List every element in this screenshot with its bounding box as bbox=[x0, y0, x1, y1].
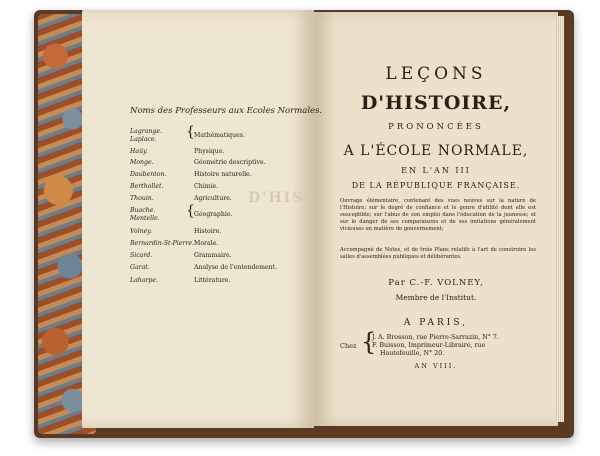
title-prononcees: PRONONCÉES bbox=[388, 122, 484, 132]
professor-subject: Morale. bbox=[194, 240, 219, 247]
professor-subject: Chimie. bbox=[194, 183, 219, 190]
professor-subject: Grammaire. bbox=[194, 252, 232, 259]
professor-name: Daubenton. bbox=[130, 171, 167, 178]
professor-name: Laplace. bbox=[130, 136, 157, 143]
accompanied-note: Accompagné de Notes, et de trois Plans relatifs à l'art de construire les salles d'assemblées publiques et délibérantes. bbox=[340, 247, 536, 260]
professor-subject: Histoire. bbox=[194, 228, 222, 235]
professor-subject: Agriculture. bbox=[194, 195, 232, 202]
professor-name: Lagrange. bbox=[130, 128, 162, 135]
brace: { bbox=[361, 328, 377, 356]
publisher-line: F. Buisson, Imprimeur-Libraire, rue bbox=[372, 342, 486, 349]
professors-heading: Noms des Professeurs aux Ecoles Normales. bbox=[130, 106, 323, 116]
title-lecons: LEÇONS bbox=[385, 64, 487, 84]
left-page bbox=[82, 10, 314, 428]
chez-label: Chez bbox=[340, 342, 357, 350]
bleed-through-text: D'HIST bbox=[248, 190, 317, 206]
professor-name: Sicard. bbox=[130, 252, 153, 259]
professor-subject: Physique. bbox=[194, 148, 225, 155]
professor-subject: Histoire naturelle. bbox=[194, 171, 252, 178]
professor-subject: Analyse de l'entendement. bbox=[194, 264, 278, 271]
professor-subject: Géographie. bbox=[194, 211, 233, 218]
professor-name: Thouin. bbox=[130, 195, 154, 202]
author-line: Par C.-F. VOLNEY, bbox=[388, 278, 484, 288]
professor-name: Bernardin-St-Pierre. bbox=[130, 240, 194, 247]
professor-subject: Géométrie descriptive. bbox=[194, 159, 266, 166]
title-an-iii: EN L'AN III bbox=[401, 166, 471, 175]
title-republique: DE LA RÉPUBLIQUE FRANÇAISE. bbox=[351, 181, 521, 190]
professor-name: Buache. bbox=[130, 207, 156, 214]
professor-name: Monge. bbox=[130, 159, 154, 166]
professor-subject: Mathématiques. bbox=[194, 132, 245, 139]
publication-year: AN VIII. bbox=[414, 362, 458, 370]
publisher-line: Hautefeuille, N° 20. bbox=[380, 350, 445, 357]
professor-name: Laharpe. bbox=[130, 277, 159, 284]
author-title: Membre de l'Institut. bbox=[395, 293, 477, 302]
place-of-publication: A PARIS, bbox=[403, 318, 469, 328]
professor-name: Garat. bbox=[130, 264, 150, 271]
title-histoire: D'HISTOIRE, bbox=[360, 92, 512, 114]
professor-name: Haüy. bbox=[130, 148, 148, 155]
brace: { bbox=[186, 203, 195, 219]
professor-name: Volney. bbox=[130, 228, 152, 235]
brace: { bbox=[186, 124, 195, 140]
professor-name: Mentelle. bbox=[130, 215, 160, 222]
publisher-line: J. A. Brosson, rue Pierre-Sarrazin, N° 7. bbox=[372, 334, 499, 341]
title-ecole-normale: A L'ÉCOLE NORMALE, bbox=[343, 143, 529, 159]
professor-name: Berthollet. bbox=[130, 183, 164, 190]
professor-subject: Littérature. bbox=[194, 277, 231, 284]
work-description: Ouvrage élémentaire, contenant des vues neuves sur la nature de l'Histoire; sur le degré de confiance et le genre d'utilité dont elle est susceptible; sur l'abus de son emploi dans l'éducation de la jeunesse; et sur le danger de ses comparaisons et de ses imitations généralement vicieuses en matière de gouvernement; bbox=[340, 198, 536, 232]
